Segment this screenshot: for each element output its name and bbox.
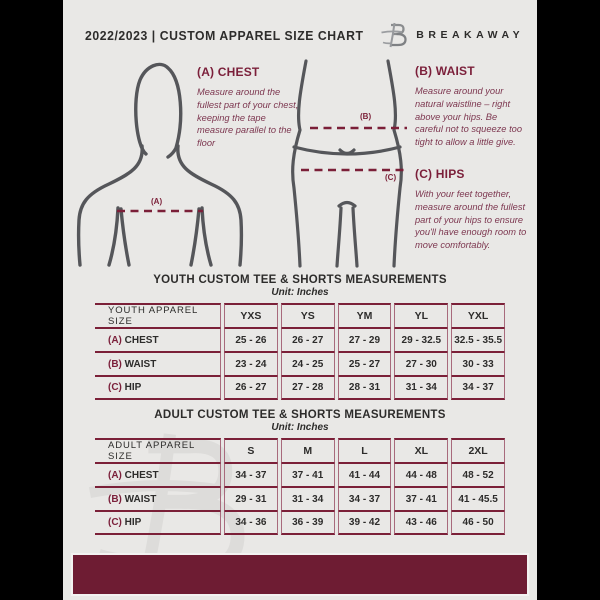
column-header: L [338,438,392,463]
table-cell: 37 - 41 [394,487,448,511]
table-cell: 36 - 39 [281,511,335,535]
adult-size-table [92,438,508,535]
hips-line-label: (C) [385,173,397,182]
chest-heading: (A) CHEST [197,65,260,79]
table-cell: 27 - 28 [281,376,335,400]
row-label [95,511,221,535]
table-cell: 27 - 29 [338,328,392,352]
table-cell: 46 - 50 [451,511,505,535]
hips-instructions [415,167,527,252]
table-cell: 25 - 26 [224,328,278,352]
waist-body-text: Measure around your natural waistline – right above your hips. Be careful not to squeeze too tight to allow a little give. [415,86,522,148]
youth-size-table [92,303,508,400]
column-header: YXS [224,303,278,328]
table-cell: 30 - 33 [451,352,505,376]
youth-table-unit: Unit: Inches [271,287,329,298]
row-name: CHEST [124,334,159,346]
table-cell: 27 - 30 [394,352,448,376]
youth-table-title: YOUTH CUSTOM TEE & SHORTS MEASUREMENTS [153,274,447,286]
table-cell: 26 - 27 [281,328,335,352]
table-row [95,352,505,376]
size-chart-document [63,0,537,600]
column-header: M [281,438,335,463]
column-header: YOUTH APPAREL SIZE [95,303,221,328]
table-cell: 41 - 45.5 [451,487,505,511]
waist-heading: (B) WAIST [415,64,475,78]
row-label [95,328,221,352]
table-cell: 44 - 48 [394,463,448,487]
chest-body-text: Measure around the fullest part of your chest, keeping the tape measure parallel to the floor [197,87,299,149]
hips-heading: (C) HIPS [415,167,465,181]
document-header [85,18,525,52]
chest-line-label: (A) [151,197,163,206]
column-header: S [224,438,278,463]
table-cell: 34 - 37 [224,463,278,487]
column-header: ADULT APPAREL SIZE [95,438,221,463]
adult-section [63,409,537,535]
table-row [95,487,505,511]
adult-table-title: ADULT CUSTOM TEE & SHORTS MEASUREMENTS [154,409,446,421]
table-cell: 26 - 27 [224,376,278,400]
table-cell: 31 - 34 [281,487,335,511]
table-cell: 24 - 25 [281,352,335,376]
row-prefix: (A) [108,469,122,481]
column-header: YXL [451,303,505,328]
column-header: YM [338,303,392,328]
column-header: 2XL [451,438,505,463]
table-row [95,463,505,487]
row-name: WAIST [124,493,157,505]
row-prefix: (C) [108,517,122,528]
row-label [95,463,221,487]
footer-bar [71,553,529,596]
table-cell: 34 - 36 [224,511,278,535]
row-name: HIP [124,382,142,393]
table-cell: 29 - 32.5 [394,328,448,352]
column-header: XL [394,438,448,463]
table-cell: 37 - 41 [281,463,335,487]
table-cell: 39 - 42 [338,511,392,535]
row-name: CHEST [124,469,159,481]
table-cell: 48 - 52 [451,463,505,487]
waist-line-label: (B) [360,112,372,121]
row-prefix: (C) [108,382,122,393]
row-prefix: (B) [108,358,122,370]
table-cell: 43 - 46 [394,511,448,535]
table-row [95,511,505,535]
table-cell: 28 - 31 [338,376,392,400]
chest-instructions [197,65,299,150]
hips-body-text: With your feet together, measure around the fullest part of your hips to ensure you'll have enough room to move comfortably. [415,189,527,251]
breakaway-logo-icon [381,21,409,49]
adult-table-unit: Unit: Inches [271,422,329,433]
table-row [95,376,505,400]
table-cell: 34 - 37 [451,376,505,400]
table-cell: 29 - 31 [224,487,278,511]
row-prefix: (A) [108,334,122,346]
table-cell: 32.5 - 35.5 [451,328,505,352]
table-cell: 23 - 24 [224,352,278,376]
column-header: YL [394,303,448,328]
waist-instructions [415,64,527,149]
column-header: YS [281,303,335,328]
lower-body-figure [281,58,413,266]
youth-header-row [95,303,505,328]
row-label [95,352,221,376]
youth-section [63,274,537,400]
adult-header-row [95,438,505,463]
table-cell: 41 - 44 [338,463,392,487]
measurement-diagram [63,58,537,270]
brand-wordmark: BREAKAWAY [416,29,525,41]
table-cell: 34 - 37 [338,487,392,511]
row-label [95,376,221,400]
brand-block [381,21,524,49]
row-name: HIP [124,517,142,528]
row-name: WAIST [124,358,157,370]
row-prefix: (B) [108,493,122,505]
table-cell: 31 - 34 [394,376,448,400]
table-row [95,328,505,352]
row-label [95,487,221,511]
table-cell: 25 - 27 [338,352,392,376]
document-title: 2022/2023 | CUSTOM APPAREL SIZE CHART [85,27,364,43]
